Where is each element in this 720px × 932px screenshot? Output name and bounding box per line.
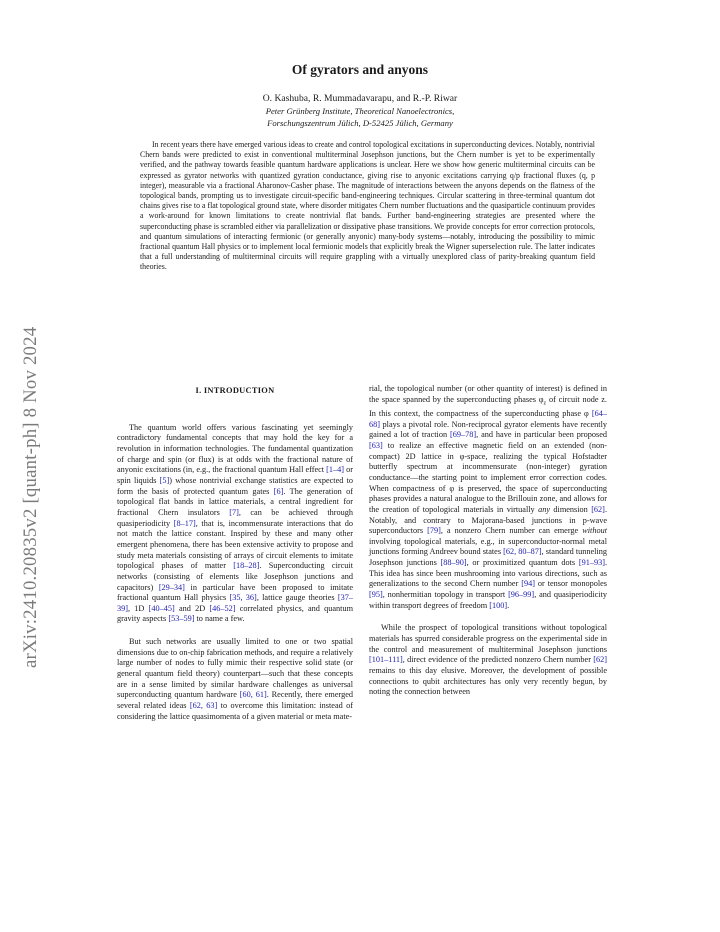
citation-link[interactable]: [62] <box>591 504 605 514</box>
citation-link[interactable]: [63] <box>369 440 383 450</box>
paper-title: Of gyrators and anyons <box>291 62 429 77</box>
citation-link[interactable]: [7] <box>229 507 239 517</box>
citation-link[interactable]: [95] <box>369 590 383 600</box>
citation-link[interactable]: [60, 61] <box>239 690 267 700</box>
citation-link[interactable]: [91–93] <box>578 558 605 568</box>
paragraph: While the prospect of topological transitions without topological materials has spurred considerable progress on the experimental side in the control and measurement of multiterminal Josephson junctions [101–111], direct evidence of the predicted nonzero Chern number [62] remains to this day elusive. Moreover, the development of possible connections to qubit architectures has only very recently begun, by noting the connection between <box>369 623 607 697</box>
citation-link[interactable]: [29–34] <box>158 582 185 592</box>
paragraph: rial, the topological number (or other quantity of interest) is defined in the space spanned by the superconducting phases $\varphi_z$ of circuit node z. In this context, the compactness of the superconducting phase φ [64–68] plays a pivotal role. Non-reciprocal gyrator elements have recently gained a lot of traction [69–78], and have in particular been proposed [63] to realize an effective magnetic field on an extended (non-compact) 2D lattice in φ-space, realizing the typical Hofstadter butterfly spectrum at incommensurate (non-integer) gyration conductance—the starting point to implement error correction codes. When compactness of φ is preserved, the space of superconducting phases provides a natural analogue to the Brillouin zone, and allows for the creation of topological materials in virtually any dimension [62]. Notably, and contrary to Majorana-based junctions in p-wave superconductors [79], a nonzero Chern number can emerge without involving topological materials, e.g., in superconductor-normal metal junctions forming Andreev bound states [62, 80–87], standard tunneling Josephson junctions [88–90], or proximitized quantum dots [91–93]. This idea has since been mushrooming into various directions, such as generalizations to the second Chern number [94] or tensor monopoles [95], nonhermitian topology in transport [96–99], and quasiperiodicity within transport degrees of freedom [100]. <box>369 384 608 610</box>
citation-link[interactable]: [35, 36] <box>229 593 257 603</box>
paragraph: But such networks are usually limited to one or two spatial dimensions due to on-chip fabrication methods, and require a relatively large number of nodes to fully mimic their respective solid state (or general quantum field theory) counterpart—such that these concepts are in a sense limited by similar hardware challenges as universal superconducting quantum hardware [60, 61]. Recently, there emerged several related ideas [62, 63] to overcome this limitation: instead of considering the lattice quasimomenta of a given material or meta mate- <box>117 637 354 721</box>
citation-link[interactable]: [62] <box>593 655 607 665</box>
citation-link[interactable]: [100] <box>489 600 508 610</box>
citation-link[interactable]: [37–39] <box>117 593 354 613</box>
citation-link[interactable]: [5] <box>159 475 170 485</box>
citation-link[interactable]: [62, 63] <box>189 701 218 711</box>
emphasis: any <box>538 504 550 514</box>
citation-link[interactable]: [53–59] <box>168 614 195 624</box>
citation-link[interactable]: [18–28] <box>233 561 260 571</box>
section-heading: I. INTRODUCTION <box>195 386 275 395</box>
citation-link[interactable]: [94] <box>521 579 535 589</box>
citation-link[interactable]: [46–52] <box>209 603 236 613</box>
citation-link[interactable]: [96–99] <box>508 590 535 600</box>
citation-link[interactable]: [1–4] <box>326 465 345 475</box>
citation-link[interactable]: [79] <box>427 526 441 536</box>
affiliation-line-1: Peter Grünberg Institute, Theoretical Nanoelectronics, <box>265 106 455 116</box>
citation-link[interactable]: [64–68] <box>369 408 607 429</box>
citation-link[interactable]: [8–17] <box>173 518 196 528</box>
abstract: In recent years there have emerged various ideas to create and control topological excitations in superconducting devices. Notably, nontrivial Chern bands were predicted to exist in conventional multiterminal Josephson junctions, but the Chern number is yet to be experimentally verified, and the pathway towards feasible quantum hardware applications is unclear. Here we show how generic multiterminal circuits can be expressed as gyrator networks with quantized gyration conductance, giving rise to anyonic excitations carrying q/p fractional fluxes (q, p integer), measurable via a fractional Aharonov-Casher phase. The magnitude of interactions between the anyons depends on the flatness of the topological bands, prompting us to investigate circuit-specific band-engineering techniques. Circular scattering in three-terminal quantum dot chains gives rise to a flat topological ground state, where disorder mitigates Chern number fluctuations and the quasiparticle continuum provides a work-around for known limitations to create nontrivial flat bands. Further band-engineering strategies are presented where the superconducting phase is scrambled either via parallelization or dissipative phase transitions. We provide concepts for error correction protocols, and quantum simulations of interacting fermionic (or generally anyonic) many-body systems—notably, introducing the possibility to mimic fractional quantum Hall physics or to implement local fermionic models that explicitly break the Wigner superselection rule. The latter indicates that a full understanding of multiterminal circuits will require grappling with a virtually unexplored class of parity-breaking quantum field theories. <box>140 140 595 272</box>
citation-link[interactable]: [101–111] <box>369 655 403 665</box>
paragraph: The quantum world offers various fascinating yet seemingly contradictory fundamental concepts that may hold the key for a revolution in information technologies. The fundamental quantization of charge and spin (or flux) is at odds with the fractional nature of anyonic excitations (in, e.g., the fractional quantum Hall effect [1–4] or spin liquids [5]) whose nontrivial exchange statistics are expected to form the basis of protected quantum gates [6]. The generation of topological flat bands in lattice materials, a central ingredient for fractional Chern insulators [7], can be achieved through quasiperiodicity [8–17], that is, incommensurate interactions that do not match the lattice constant. Inspired by these and many other emergent phenomena, there has been extensive activity to propose and study meta materials consisting of arrays of circuit elements to imitate topological phases of matter [18–28]. Superconducting circuit networks (consisting of elements like Josephson junctions and capacitors) [29–34] in particular have been proposed to imitate fractional quantum Hall physics [35, 36], lattice gauge theories [37–39], 1D [40–45] and 2D [46–52] correlated physics, and quantum gravity aspects [53–59] to name a few. <box>117 422 354 624</box>
right-column <box>369 384 607 698</box>
arxiv-identifier-stamp: arXiv:2410.20835v2 [quant-ph] 8 Nov 2024 <box>20 326 41 668</box>
citation-link[interactable]: [88–90] <box>440 558 467 568</box>
citation-link[interactable]: [69–78] <box>450 430 477 440</box>
left-column <box>117 386 353 722</box>
citation-link[interactable]: [40–45] <box>148 603 175 613</box>
emphasis: without <box>582 526 607 536</box>
citation-link[interactable]: [6] <box>273 486 284 496</box>
affiliation-line-2: Forschungszentrum Jülich, D-52425 Jülich, Germany <box>267 118 453 128</box>
author-list: O. Kashuba, R. Mummadavarapu, and R.-P. Riwar <box>262 93 458 104</box>
subscript: z <box>543 400 547 407</box>
citation-link[interactable]: [62, 80–87] <box>503 547 542 557</box>
